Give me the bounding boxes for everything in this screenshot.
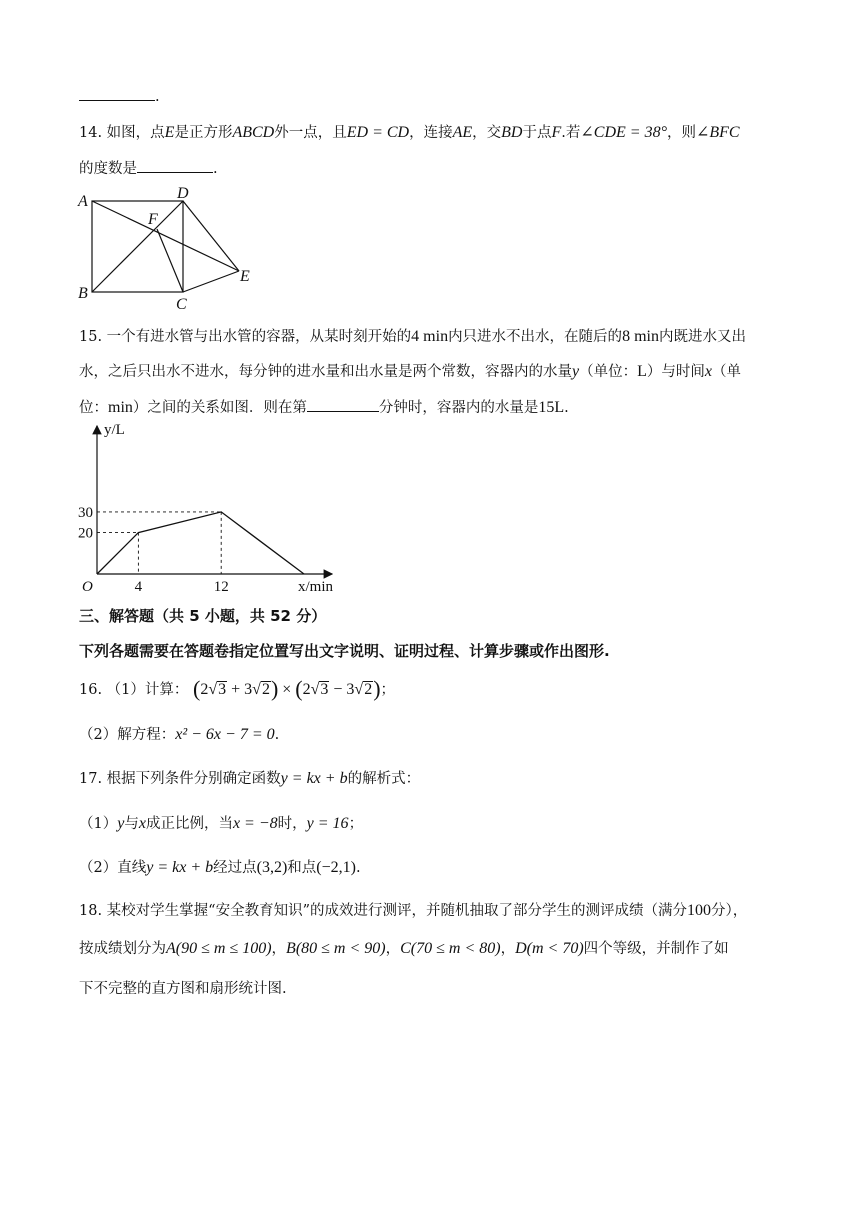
q18-line1: 18. 某校对学生掌握“安全教育知识”的成效进行测评，并随机抽取了部分学生的测评成绩（满分100分）， xyxy=(79,902,748,919)
x-axis-label: x/min xyxy=(298,579,334,595)
y-tick-label: 30 xyxy=(78,504,93,521)
x-tick-label: 4 xyxy=(134,579,143,595)
q17-intro: 17. 根据下列条件分别确定函数y = kx + b的解析式： xyxy=(79,770,421,787)
q14-geometry-figure xyxy=(72,184,262,310)
label-c: C xyxy=(176,296,187,310)
label-f: F xyxy=(148,211,158,228)
x-tick-label: 12 xyxy=(213,579,229,595)
answer-blank xyxy=(79,86,155,101)
q18-line2: 按成绩划分为A(90 ≤ m ≤ 100)，B(80 ≤ m < 90)，C(70 ≤ m < 80)，D(m < 70)四个等级，并制作了如 xyxy=(79,940,729,957)
y-axis-label: y/L xyxy=(104,422,125,438)
segment-ae xyxy=(92,201,239,271)
q16-expression: (2√3 + 3√2) × (2√3 − 3√2) xyxy=(193,676,381,701)
label-d: D xyxy=(177,185,189,202)
q16-part2: （2）解方程：x² − 6x − 7 = 0. xyxy=(79,726,280,743)
section3-title: 三、解答题（共 5 小题，共 52 分） xyxy=(79,607,327,625)
series-line xyxy=(97,512,304,574)
q14-line2: 的度数是 . xyxy=(79,157,218,178)
q17-part1: （1）y与x成正比例，当x = −8时，y = 16； xyxy=(79,815,364,832)
label-b: B xyxy=(78,285,88,302)
segment-bd xyxy=(92,201,183,292)
origin-label: O xyxy=(82,579,93,595)
q17-part2: （2）直线y = kx + b经过点(3,2)和点(−2,1). xyxy=(79,859,361,876)
q13-answer-line: . xyxy=(79,86,160,105)
q15-line3: 位：min）之间的关系如图．则在第 分钟时，容器内的水量是15L. xyxy=(79,399,569,416)
q14-line1: 14. 如图，点E是正方形ABCD外一点，且ED = CD，连接AE，交BD于点F.若∠CDE = 38°，则∠BFC xyxy=(79,124,740,141)
q15-line1: 15. 一个有进水管与出水管的容器，从某时刻开始的4 min内只进水不出水，在随后的8 min内既进水又出 xyxy=(79,328,746,345)
label-e: E xyxy=(240,268,250,285)
y-tick-label: 20 xyxy=(78,525,93,542)
answer-blank xyxy=(307,397,379,412)
q15-line-graph xyxy=(70,420,350,595)
q16-part1: 16. （1）计算： (2√3 + 3√2) × (2√3 − 3√2)； xyxy=(79,676,396,701)
section3-instruction: 下列各题需要在答题卷指定位置写出文字说明、证明过程、计算步骤或作出图形. xyxy=(79,642,610,660)
segment-ce xyxy=(183,271,239,292)
q15-line2: 水，之后只出水不进水，每分钟的进水量和出水量是两个常数，容器内的水量y（单位：L）与时间x（单 xyxy=(79,363,741,380)
label-a: A xyxy=(78,193,88,210)
answer-blank xyxy=(137,158,213,173)
q18-line3: 下不完整的直方图和扇形统计图. xyxy=(79,981,287,997)
segment-de xyxy=(183,201,239,271)
